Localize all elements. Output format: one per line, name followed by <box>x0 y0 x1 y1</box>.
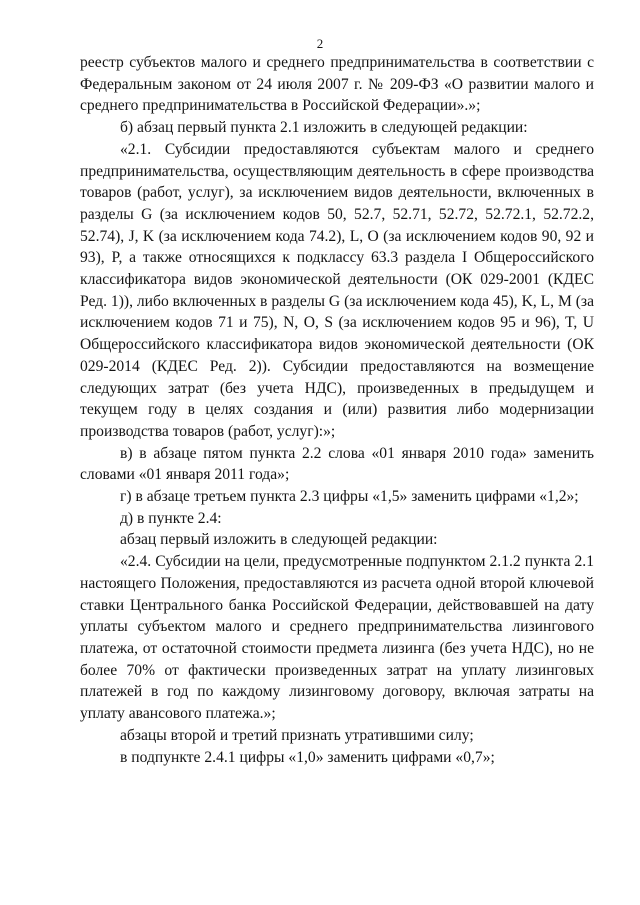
paragraph-subclause-2-4-1: в подпункте 2.4.1 цифры «1,0» заменить цифрами «0,7»; <box>120 748 495 766</box>
paragraph-item-g: г) в абзаце третьем пункта 2.3 цифры «1,5» заменить цифрами «1,2»; <box>120 488 579 506</box>
paragraph-repealed: абзацы второй и третий признать утратившими силу; <box>120 726 474 744</box>
paragraph-item-v: в) в абзаце пятом пункта 2.2 слова «01 января 2010 года» заменить словами «01 января 2011 года»; <box>80 444 594 484</box>
paragraph-clause-2-1: «2.1. Субсидии предоставляются субъектам малого и среднего предпринимательства, осуществляющим деятельность в сфере производства товаров (работ, услуг), за исключением видов деятельности, включенных в разделы G (за исключением кодов 50, 52.7, 52.71, 52.72, 52.72.1, 52.72.2, 52.74), J, K (за исключением кода 74.2), L, O (за исключением кодов 90, 92 и 93), P, а также относящихся к подклассу 63.3 раздела I Общероссийского классификатора видов экономической деятельности (ОК 029-2001 (КДЕС Ред. 1)), либо включенных в разделы G (за исключением кода 45), K, L, M (за исключением кодов 71 и 75), N, O, S (за исключением кодов 95 и 96), T, U Общероссийского классификатора видов экономической деятельности (ОК 029-2014 (КДЕС Ред. 2)). Субсидии предоставляются на возмещение следующих затрат (без учета НДС), произведенных в предыдущем и текущем году в целях создания и (или) развития либо модернизации производства товаров (работ, услуг):»; <box>80 140 594 440</box>
paragraph-clause-2-4: «2.4. Субсидии на цели, предусмотренные подпунктом 2.1.2 пункта 2.1 настоящего Положения, предоставляются из расчета одной второй ключевой ставки Центрального банка Российской Федерации, действовавшей на дату уплаты субъектом малого и среднего предпринимательства лизингового платежа, от остаточной стоимости предмета лизинга (без учета НДС), но не более 70% от фактически произведенных затрат на уплату лизинговых платежей в год по каждому лизинговому договору, включая затраты на уплату авансового платежа.»; <box>80 553 594 723</box>
paragraph-item-b: б) абзац первый пункта 2.1 изложить в следующей редакции: <box>120 119 528 137</box>
document-body <box>80 52 594 768</box>
paragraph-item-d: д) в пункте 2.4: <box>120 509 222 527</box>
page-number: 2 <box>316 36 324 51</box>
paragraph-registry-continuation: реестр субъектов малого и среднего предпринимательства в соответствии с Федеральным законом от 24 июля 2007 г. № 209-ФЗ «О развитии малого и среднего предпринимательства в Российской Федерации».»; <box>80 54 594 115</box>
paragraph-first-subparagraph: абзац первый изложить в следующей редакции: <box>120 531 438 549</box>
